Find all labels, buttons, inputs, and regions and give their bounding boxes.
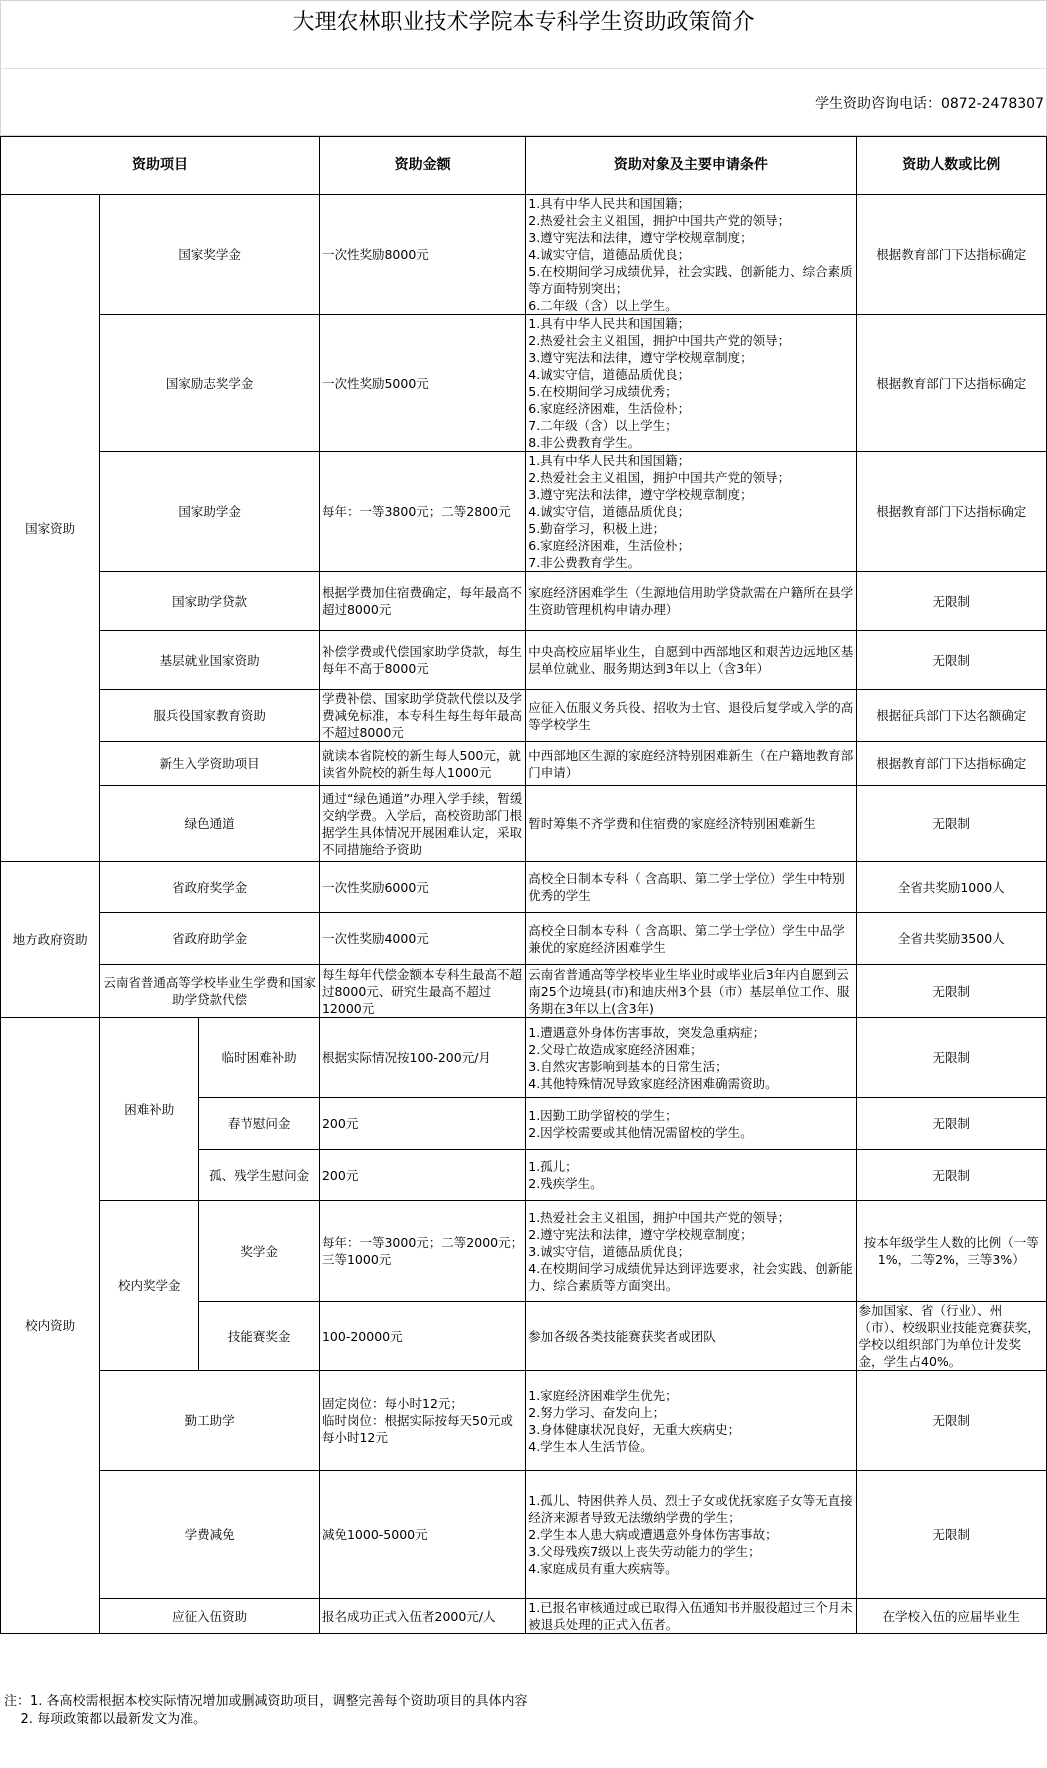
row-target: 1.具有中华人民共和国国籍； 2.热爱社会主义祖国，拥护中国共产党的领导； 3.遵守宪法和法律，遵守学校规章制度； 4.诚实守信，道德品质优良； 5.勤奋学习，积极上进； 6.家庭经济困难，生活俭朴； 7.非公费教育学生。 <box>526 452 856 572</box>
row-amount: 每年：一等3800元；二等2800元 <box>319 452 525 572</box>
row-target: 云南省普通高等学校毕业生毕业时或毕业后3年内自愿到云南25个边境县(市)和迪庆州3个县（市）基层单位工作、服务期在3年以上(含3年) <box>526 965 856 1018</box>
row-amount: 补偿学费或代偿国家助学贷款，每生每年不高于8000元 <box>319 631 525 690</box>
row-target: 1.因勤工助学留校的学生； 2.因学校需要或其他情况需留校的学生。 <box>526 1098 856 1150</box>
row-count: 无限制 <box>856 1471 1047 1599</box>
row-target: 1.遭遇意外身体伤害事故，突发急重病症； 2.父母亡故造成家庭经济困难； 3.自然灾害影响到基本的日常生活； 4.其他特殊情况导致家庭经济困难确需资助。 <box>526 1018 856 1098</box>
row-name: 孤、残学生慰问金 <box>199 1150 320 1201</box>
row-amount: 通过“绿色通道”办理入学手续，暂缓交纳学费。入学后，高校资助部门根据学生具体情况开展困难认定，采取不同措施给予资助 <box>319 786 525 862</box>
row-amount: 每年：一等3000元；二等2000元；三等1000元 <box>319 1201 525 1302</box>
phone-row <box>0 68 1047 136</box>
header-target: 资助对象及主要申请条件 <box>526 137 856 195</box>
row-count: 全省共奖励1000人 <box>856 862 1047 913</box>
table-row <box>1 1371 1047 1471</box>
group-school: 校内资助 <box>1 1018 100 1634</box>
row-target: 1.具有中华人民共和国国籍； 2.热爱社会主义祖国，拥护中国共产党的领导； 3.遵守宪法和法律，遵守学校规章制度； 4.诚实守信，道德品质优良； 5.在校期间学习成绩优秀； 6.家庭经济困难，生活俭朴； 7.二年级（含）以上学生； 8.非公费教育学生。 <box>526 315 856 452</box>
row-name: 国家励志奖学金 <box>100 315 320 452</box>
row-target: 应征入伍服义务兵役、招收为士官、退役后复学或入学的高等学校学生 <box>526 690 856 742</box>
row-count: 在学校入伍的应届毕业生 <box>856 1599 1047 1634</box>
row-count: 无限制 <box>856 1371 1047 1471</box>
row-count: 无限制 <box>856 572 1047 631</box>
consult-phone: 学生资助咨询电话：0872-2478307 <box>814 96 1044 112</box>
row-name: 基层就业国家资助 <box>100 631 320 690</box>
row-count: 按本年级学生人数的比例（一等1%，二等2%，三等3%） <box>856 1201 1047 1302</box>
footnotes <box>4 1693 528 1729</box>
row-name: 勤工助学 <box>100 1371 320 1471</box>
row-amount: 一次性奖励4000元 <box>319 913 525 965</box>
table-row <box>1 572 1047 631</box>
row-target: 高校全日制本专科（ 含高职、第二学士学位）学生中品学兼优的家庭经济困难学生 <box>526 913 856 965</box>
table-row <box>1 786 1047 862</box>
row-count: 无限制 <box>856 631 1047 690</box>
row-name: 临时困难补助 <box>199 1018 320 1098</box>
row-amount: 100-20000元 <box>319 1302 525 1371</box>
row-target: 参加各级各类技能赛获奖者或团队 <box>526 1302 856 1371</box>
table-row <box>1 315 1047 452</box>
row-count: 无限制 <box>856 1150 1047 1201</box>
row-name: 奖学金 <box>199 1201 320 1302</box>
group-national: 国家资助 <box>1 195 100 862</box>
row-amount: 一次性奖励8000元 <box>319 195 525 315</box>
row-amount: 每生每年代偿金额本专科生最高不超过8000元、研究生最高不超过12000元 <box>319 965 525 1018</box>
row-name: 国家助学金 <box>100 452 320 572</box>
table-row <box>1 690 1047 742</box>
row-name: 春节慰问金 <box>199 1098 320 1150</box>
table-row <box>1 1201 1047 1302</box>
row-target: 1.具有中华人民共和国国籍； 2.热爱社会主义祖国，拥护中国共产党的领导； 3.遵守宪法和法律，遵守学校规章制度； 4.诚实守信，道德品质优良； 5.在校期间学习成绩优异，社会实践、创新能力、综合素质等方面特别突出； 6.二年级（含）以上学生。 <box>526 195 856 315</box>
table-row <box>1 1471 1047 1599</box>
table-row <box>1 1018 1047 1098</box>
policy-table <box>0 136 1047 1634</box>
row-amount: 报名成功正式入伍者2000元/人 <box>319 1599 525 1634</box>
row-name: 新生入学资助项目 <box>100 742 320 786</box>
row-name: 技能赛奖金 <box>199 1302 320 1371</box>
row-name: 国家助学贷款 <box>100 572 320 631</box>
row-target: 1.已报名审核通过或已取得入伍通知书并服役超过三个月未被退兵处理的正式入伍者。 <box>526 1599 856 1634</box>
row-name: 绿色通道 <box>100 786 320 862</box>
table-row <box>1 1599 1047 1634</box>
footnote-1: 注：1. 各高校需根据本校实际情况增加或删减资助项目，调整完善每个资助项目的具体内容 <box>4 1694 528 1709</box>
row-target: 1.孤儿、特困供养人员、烈士子女或优抚家庭子女等无直接经济来源者导致无法缴纳学费的学生； 2.学生本人患大病或遭遇意外身体伤害事故； 3.父母残疾7级以上丧失劳动能力的学生； 4.家庭成员有重大疾病等。 <box>526 1471 856 1599</box>
row-amount: 学费补偿、国家助学贷款代偿以及学费减免标准，本专科生每生每年最高不超过8000元 <box>319 690 525 742</box>
row-target: 1.家庭经济困难学生优先； 2.努力学习、奋发向上； 3.身体健康状况良好，无重大疾病史； 4.学生本人生活节俭。 <box>526 1371 856 1471</box>
row-target: 中央高校应届毕业生，自愿到中西部地区和艰苦边远地区基层单位就业、服务期达到3年以上（含3年） <box>526 631 856 690</box>
row-name: 省政府奖学金 <box>100 862 320 913</box>
row-target: 高校全日制本专科（ 含高职、第二学士学位）学生中特别优秀的学生 <box>526 862 856 913</box>
row-target: 暂时筹集不齐学费和住宿费的家庭经济特别困难新生 <box>526 786 856 862</box>
row-target: 1.热爱社会主义祖国，拥护中国共产党的领导； 2.遵守宪法和法律，遵守学校规章制度； 3.诚实守信，道德品质优良； 4.在校期间学习成绩优异达到评选要求，社会实践、创新能力、综合素质等方面突出。 <box>526 1201 856 1302</box>
table-row <box>1 452 1047 572</box>
header-project: 资助项目 <box>1 137 320 195</box>
row-amount: 根据实际情况按100-200元/月 <box>319 1018 525 1098</box>
row-name: 国家奖学金 <box>100 195 320 315</box>
row-name: 省政府助学金 <box>100 913 320 965</box>
footnote-2: 2. 每项政策都以最新发文为准。 <box>4 1712 207 1727</box>
row-count: 全省共奖励3500人 <box>856 913 1047 965</box>
row-name: 云南省普通高等学校毕业生学费和国家助学贷款代偿 <box>100 965 320 1018</box>
row-amount: 一次性奖励5000元 <box>319 315 525 452</box>
group-local: 地方政府资助 <box>1 862 100 1018</box>
table-row <box>1 631 1047 690</box>
row-name: 服兵役国家教育资助 <box>100 690 320 742</box>
row-count: 无限制 <box>856 1018 1047 1098</box>
row-count: 无限制 <box>856 965 1047 1018</box>
row-amount: 一次性奖励6000元 <box>319 862 525 913</box>
row-count: 无限制 <box>856 1098 1047 1150</box>
row-amount: 根据学费加住宿费确定，每年最高不超过8000元 <box>319 572 525 631</box>
row-count: 根据征兵部门下达名额确定 <box>856 690 1047 742</box>
row-target: 家庭经济困难学生（生源地信用助学贷款需在户籍所在县学生资助管理机构申请办理） <box>526 572 856 631</box>
row-amount: 就读本省院校的新生每人500元，就读省外院校的新生每人1000元 <box>319 742 525 786</box>
row-count: 根据教育部门下达指标确定 <box>856 452 1047 572</box>
row-count: 参加国家、省（行业）、州（市）、校级职业技能竞赛获奖，学校以组织部门为单位计发奖金，学生占40%。 <box>856 1302 1047 1371</box>
table-row <box>1 195 1047 315</box>
row-count: 无限制 <box>856 786 1047 862</box>
row-name: 应征入伍资助 <box>100 1599 320 1634</box>
row-target: 1.孤儿； 2.残疾学生。 <box>526 1150 856 1201</box>
header-amount: 资助金额 <box>319 137 525 195</box>
row-name: 学费减免 <box>100 1471 320 1599</box>
table-row <box>1 913 1047 965</box>
header-row <box>1 137 1047 195</box>
row-amount: 固定岗位：每小时12元； 临时岗位：根据实际按每天50元或每小时12元 <box>319 1371 525 1471</box>
table-row <box>1 742 1047 786</box>
header-count: 资助人数或比例 <box>856 137 1047 195</box>
table-row <box>1 965 1047 1018</box>
row-count: 根据教育部门下达指标确定 <box>856 742 1047 786</box>
row-amount: 200元 <box>319 1150 525 1201</box>
row-count: 根据教育部门下达指标确定 <box>856 315 1047 452</box>
page-title: 大理农林职业技术学院本专科学生资助政策简介 <box>0 0 1047 69</box>
row-amount: 减免1000-5000元 <box>319 1471 525 1599</box>
row-amount: 200元 <box>319 1098 525 1150</box>
row-target: 中西部地区生源的家庭经济特别困难新生（在户籍地教育部门申请） <box>526 742 856 786</box>
group-hardship: 困难补助 <box>100 1018 199 1201</box>
row-count: 根据教育部门下达指标确定 <box>856 195 1047 315</box>
table-row <box>1 862 1047 913</box>
group-school-scholarship: 校内奖学金 <box>100 1201 199 1371</box>
